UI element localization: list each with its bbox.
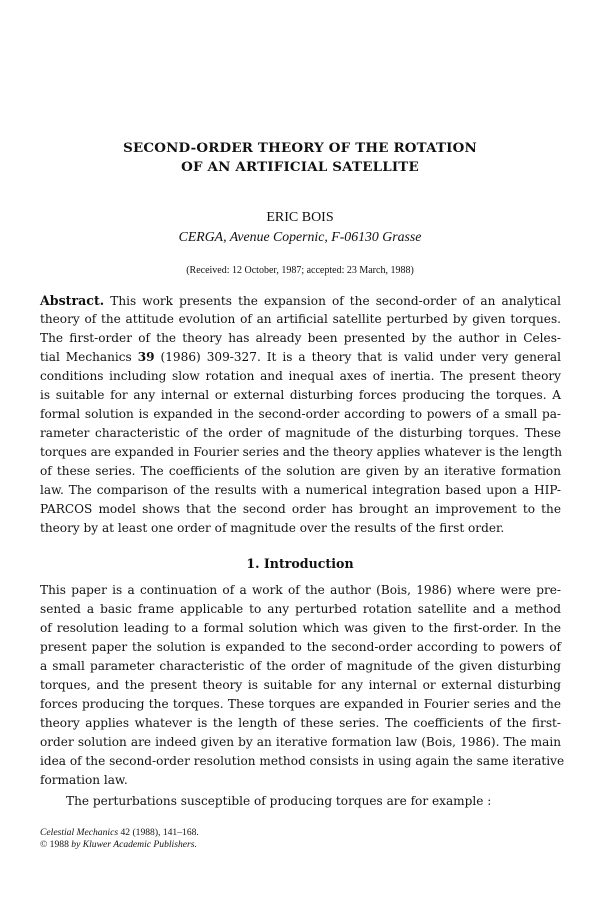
abstract-line: is suitable for any internal or external disturbing forces producing the torques. A: [40, 388, 561, 402]
author-affiliation: CERGA, Avenue Copernic, F-06130 Grasse: [178, 229, 422, 244]
abstract-label: Abstract.: [40, 293, 105, 308]
abstract: [40, 291, 561, 538]
abstract-line: torques are expanded in Fourier series and the theory applies whatever is the length: [40, 445, 562, 459]
intro-line: This paper is a continuation of a work of the author (Bois, 1986) where were pre-: [40, 583, 561, 597]
journal-footer: [40, 827, 199, 851]
title-line-1: SECOND-ORDER THEORY OF THE ROTATION: [123, 140, 477, 156]
received-dates: (Received: 12 October, 1987; accepted: 23 March, 1988): [186, 265, 414, 276]
intro-line: torques, and the present theory is suitable for any internal or external disturbing: [40, 678, 561, 692]
abstract-line: theory of the attitude evolution of an artificial satellite perturbed by given torques.: [40, 312, 561, 326]
intro-line: forces producing the torques. These torques are expanded in Fourier series and the: [40, 697, 561, 711]
intro-line: idea of the second-order resolution method consists in using again the same iterative: [40, 754, 565, 768]
abstract-line: conditions including slow rotation and inequal axes of inertia. The present theory: [40, 369, 561, 383]
footer-copyright: © 1988 by Kluwer Academic Publishers.: [40, 839, 197, 850]
abstract-line: law. The comparison of the results with a numerical integration based upon a HIP-: [40, 483, 561, 497]
paper-title: [40, 139, 560, 177]
intro-line: formation law.: [40, 773, 128, 787]
abstract-line: formal solution is expanded in the second-order according to powers of a small pa-: [40, 407, 561, 421]
title-line-2: OF AN ARTIFICIAL SATELLITE: [181, 159, 419, 175]
abstract-line: rameter characteristic of the order of magnitude of the disturbing torques. These: [40, 426, 561, 440]
intro-line: sented a basic frame applicable to any perturbed rotation satellite and a method: [40, 602, 561, 616]
author-name: ERIC BOIS: [266, 210, 334, 225]
intro-line: a small parameter characteristic of the order of magnitude of the given disturbing: [40, 659, 561, 673]
abstract-line: The first-order of the theory has already been presented by the author in Celes-: [40, 331, 561, 345]
intro-line: present paper the solution is expanded to the second-order according to powers of: [40, 640, 561, 654]
section-heading-introduction: 1. Introduction: [246, 556, 354, 571]
abstract-line: of these series. The coefficients of the solution are given by an iterative formation: [40, 464, 561, 478]
intro-line: of resolution leading to a formal solution which was given to the first-order. In the: [40, 621, 561, 635]
footer-citation: Celestial Mechanics 42 (1988), 141–168.: [40, 827, 199, 838]
volume-number: 39: [137, 350, 155, 364]
abstract-line: Abstract. This work presents the expansion of the second-order of an analytical: [40, 293, 561, 308]
abstract-line: PARCOS model shows that the second order has brought an improvement to the: [40, 502, 561, 516]
perturbations-sentence: The perturbations susceptible of producing torques are for example :: [66, 794, 492, 808]
intro-line: theory applies whatever is the length of these series. The coefficients of the first-: [40, 716, 561, 730]
abstract-line: theory by at least one order of magnitude over the results of the first order.: [40, 521, 505, 535]
introduction-paragraph: [40, 581, 565, 790]
intro-line: order solution are indeed given by an iterative formation law (Bois, 1986). The main: [40, 735, 561, 749]
abstract-line: tial Mechanics 39 (1986) 309-327. It is a theory that is valid under very general: [40, 350, 561, 364]
